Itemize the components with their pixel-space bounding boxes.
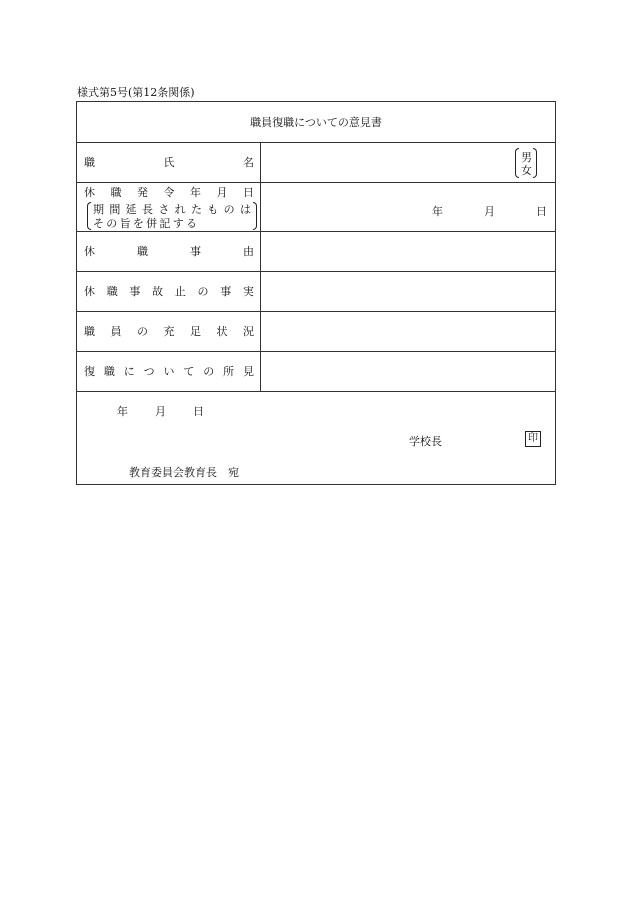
- staffing-row: [77, 312, 555, 352]
- gender-female[interactable]: 女: [521, 164, 532, 177]
- reason-label-cell: [77, 232, 261, 271]
- opinion-form: [76, 101, 556, 485]
- reason-label: 休 職 事 由: [84, 245, 254, 258]
- name-label: 職 氏 名: [84, 156, 254, 169]
- staffing-label: 職 員 の 充 足 状 況: [84, 325, 254, 338]
- reason-field[interactable]: [261, 232, 555, 271]
- opinion-row: [77, 352, 555, 392]
- principal-label: 学校長: [409, 435, 442, 448]
- month-unit: 月: [484, 205, 495, 218]
- note-bracket-right: [253, 202, 257, 230]
- day-unit: 日: [536, 205, 547, 218]
- name-field[interactable]: [261, 143, 555, 182]
- addressee: 教育委員会教育長 宛: [129, 466, 239, 479]
- leave-date-label: 休 職 発 令 年 月 日: [84, 186, 254, 199]
- facts-label: 休 職 事 故 止 の 事 実: [84, 285, 254, 298]
- opinion-label: 復 職 に つ い て の 所 見: [84, 365, 254, 378]
- name-row: [77, 143, 555, 183]
- name-label-cell: [77, 143, 261, 182]
- gender-choice[interactable]: [515, 148, 537, 179]
- staffing-label-cell: [77, 312, 261, 351]
- leave-date-units: [432, 203, 588, 219]
- facts-row: [77, 272, 555, 312]
- reason-row: [77, 232, 555, 272]
- leave-date-label-cell: [77, 183, 261, 231]
- facts-label-cell: [77, 272, 261, 311]
- gender-bracket-left: [515, 148, 519, 178]
- staffing-field[interactable]: [261, 312, 555, 351]
- footer-month-unit: 月: [155, 405, 166, 418]
- seal-stamp[interactable]: 印: [525, 431, 541, 447]
- footer-day-unit: 日: [193, 405, 204, 418]
- form-title: 職員復職についての意見書: [77, 102, 555, 143]
- opinion-field[interactable]: [261, 352, 555, 391]
- facts-field[interactable]: [261, 272, 555, 311]
- gender-male[interactable]: 男: [521, 151, 532, 164]
- gender-bracket-right: [533, 148, 537, 178]
- footer-year-unit: 年: [117, 405, 128, 418]
- opinion-label-cell: [77, 352, 261, 391]
- year-unit: 年: [432, 205, 443, 218]
- note-line-2: そ の 旨 を 併 記 す る: [93, 217, 197, 230]
- footer-date[interactable]: [117, 403, 231, 419]
- extension-note: [87, 202, 257, 232]
- note-line-1: 期 間 延 長 さ れ た も の は: [93, 203, 251, 216]
- form-number: 様式第5号(第12条関係): [77, 86, 195, 99]
- leave-date-field[interactable]: [261, 183, 555, 231]
- leave-date-row: [77, 183, 555, 232]
- note-bracket-left: [87, 202, 91, 230]
